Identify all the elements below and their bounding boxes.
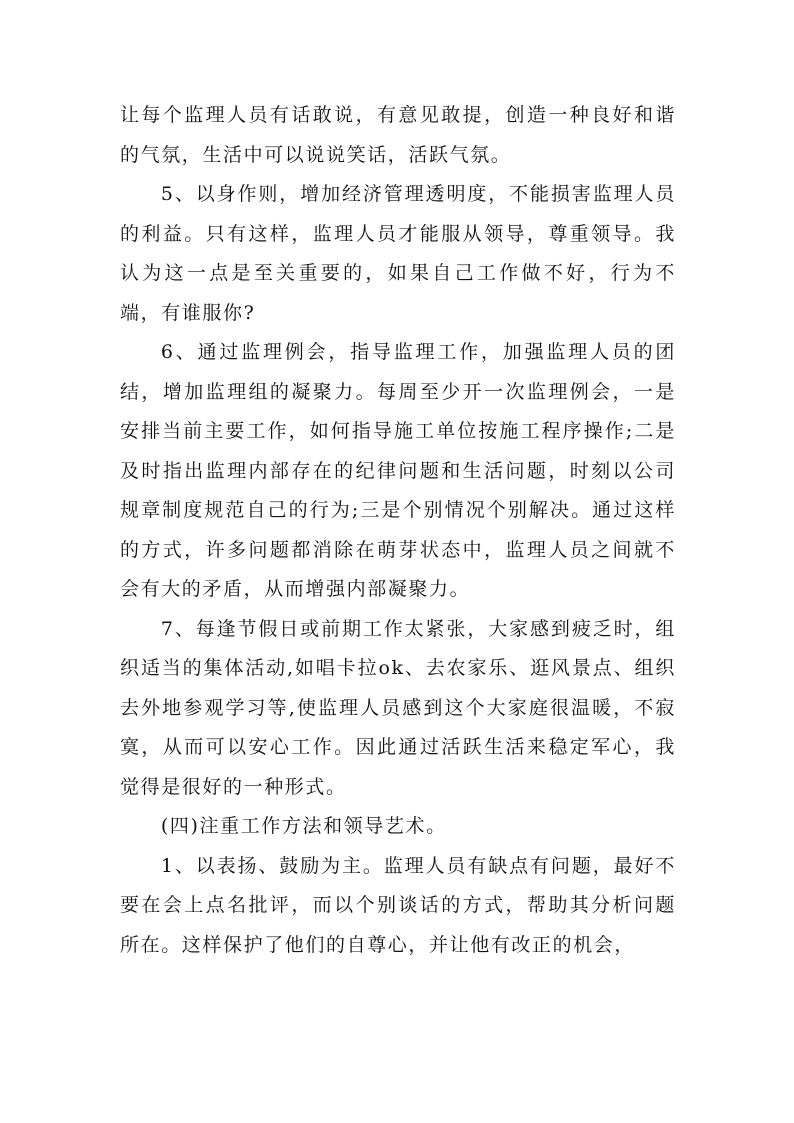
- paragraph-item-7: 7、每逢节假日或前期工作太紧张，大家感到疲乏时，组织适当的集体活动,如唱卡拉ok、去农家乐、逛风景点、组织去外地参观学习等,使监理人员感到这个大家庭很温暖，不寂寞，从而可以安心工作。因此通过活跃生活来稳定军心，我觉得是很好的一种形式。: [120, 617, 676, 798]
- paragraph-item-6: 6、通过监理例会，指导监理工作，加强监理人员的团结，增加监理组的凝聚力。每周至少开一次监理例会，一是安排当前主要工作，如何指导施工单位按施工程序操作;二是及时指出监理内部存在的纪律问题和生活问题，时刻以公司规章制度规范自己的行为;三是个别情况个别解决。通过这样的方式，许多问题都消除在萌芽状态中，监理人员之间就不会有大的矛盾，从而增强内部凝聚力。: [120, 341, 676, 600]
- paragraph-item-1: 1、以表扬、鼓励为主。监理人员有缺点有问题，最好不要在会上点名批评，而以个别谈话的方式，帮助其分析问题所在。这样保护了他们的自尊心，并让他有改正的机会，: [120, 854, 676, 956]
- paragraph-continuation: 让每个监理人员有话敢说，有意见敢提，创造一种良好和谐的气氛，生活中可以说说笑话，活跃气氛。: [120, 104, 676, 166]
- body-text: [120, 96, 676, 965]
- paragraph-item-5: 5、以身作则，增加经济管理透明度，不能损害监理人员的利益。只有这样，监理人员才能服从领导，尊重领导。我认为这一点是至关重要的，如果自己工作做不好，行为不端，有谁服你?: [120, 183, 676, 324]
- section-heading-4: (四)注重工作方法和领导艺术。: [160, 815, 447, 837]
